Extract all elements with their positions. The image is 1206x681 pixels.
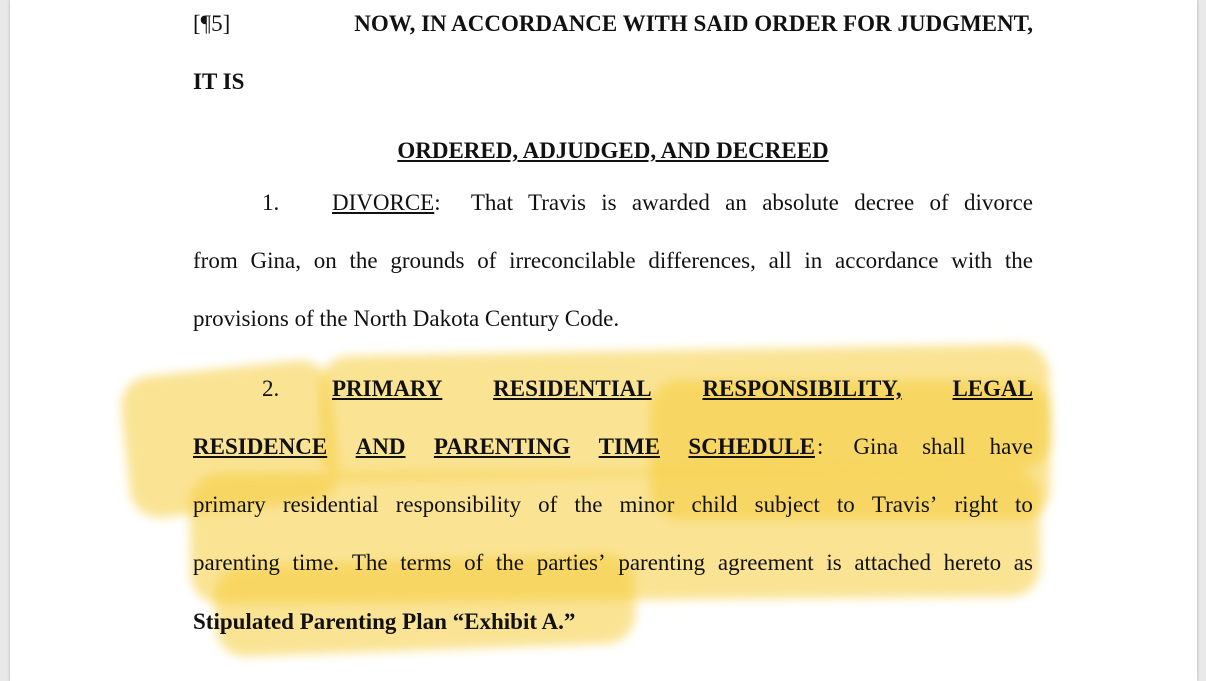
decree-title: ORDERED, ADJUDGED, AND DECREED — [397, 138, 829, 163]
document-page — [10, 0, 1197, 681]
section2-title-word: LEGAL — [952, 376, 1033, 401]
word: minor — [619, 492, 675, 517]
word: of — [538, 492, 558, 517]
word: as — [1013, 550, 1033, 575]
section2-title-word: RESIDENTIAL — [493, 376, 652, 401]
word: agreement — [717, 550, 814, 575]
section1-line2: from Gina, on the grounds of irreconcilable differences, all in accordance with the — [193, 248, 1033, 273]
word: parenting — [193, 550, 280, 575]
word: parenting — [618, 550, 706, 575]
order-heading-text: NOW, IN ACCORDANCE WITH SAID ORDER FOR JUDGMENT, — [354, 11, 1033, 36]
section2-line4 — [193, 549, 1033, 577]
section1-number: 1. — [262, 190, 280, 215]
paragraph-ref: [¶5] — [193, 11, 231, 36]
section2-title-line2 — [193, 433, 815, 461]
section2-title-word: PRIMARY — [332, 376, 443, 401]
word: time. — [292, 550, 340, 575]
word: terms — [400, 550, 452, 575]
word: residential — [282, 492, 379, 517]
order-heading-line1 — [193, 10, 1033, 38]
word: right — [954, 492, 998, 517]
section2-title-word: RESIDENCE — [193, 434, 328, 459]
section1-title: DIVORCE — [332, 190, 435, 215]
word: the — [495, 550, 525, 575]
section2-title-word: AND — [355, 434, 406, 459]
word: to — [836, 492, 855, 517]
word: responsibility — [395, 492, 521, 517]
word: hereto — [943, 550, 1002, 575]
word: have — [989, 434, 1033, 459]
word: is — [826, 550, 842, 575]
section2-title-word: SCHEDULE — [688, 434, 815, 459]
section2-line2 — [193, 433, 1033, 461]
word: child — [691, 492, 738, 517]
section2-line5: Stipulated Parenting Plan “Exhibit A.” — [193, 609, 576, 634]
word: shall — [922, 434, 966, 459]
word: to — [1015, 492, 1033, 517]
section1-line1 — [332, 189, 1033, 217]
section1-line1-text: : That Travis is awarded an absolute decree of divorce — [434, 190, 1033, 215]
word: Travis’ — [871, 492, 938, 517]
word: The — [351, 550, 388, 575]
section2-title-line1 — [332, 375, 1033, 403]
word: the — [574, 492, 603, 517]
section2-title-word: PARENTING — [433, 434, 571, 459]
section2-title-word: TIME — [598, 434, 660, 459]
section2-title-word: RESPONSIBILITY, — [702, 376, 902, 401]
word: of — [464, 550, 484, 575]
word: parties’ — [536, 550, 606, 575]
section1-line3: provisions of the North Dakota Century Code. — [193, 306, 620, 331]
section2-line2-text — [853, 433, 1033, 461]
section2-number: 2. — [262, 376, 280, 401]
word: attached — [854, 550, 931, 575]
word: Gina — [853, 434, 899, 459]
order-heading-line2: IT IS — [193, 69, 245, 94]
word: primary — [193, 492, 266, 517]
word: subject — [754, 492, 820, 517]
section2-colon: : — [817, 434, 824, 459]
section2-line3 — [193, 491, 1033, 519]
